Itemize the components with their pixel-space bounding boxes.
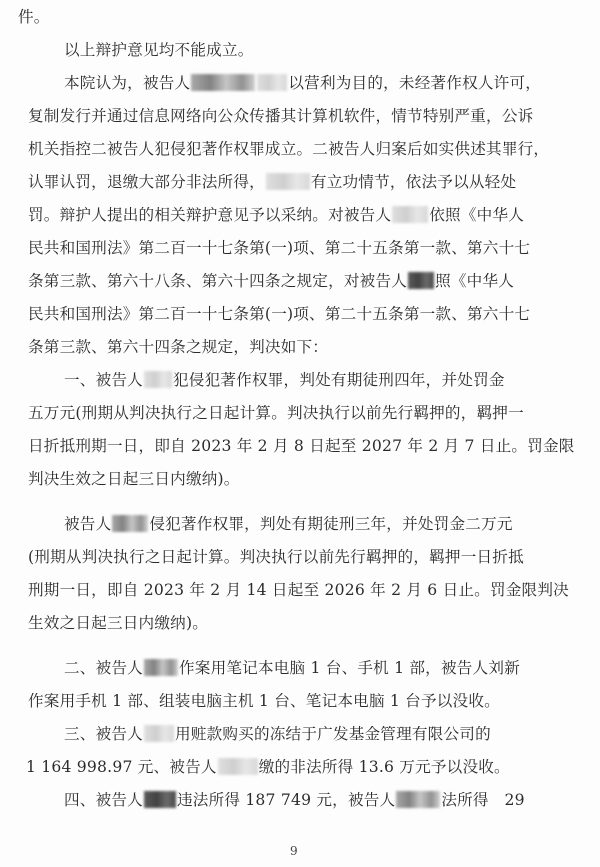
- text-line-10: [28, 304, 530, 324]
- text-segment: 1 164 998.97 元、被告人: [26, 758, 217, 776]
- text-segment: 被告人: [64, 515, 112, 533]
- text-line-7: [28, 205, 524, 225]
- text-segment: 犯侵犯著作权罪，判处有期徒刑四年，并处罚金: [172, 371, 505, 389]
- text-segment: 四、被告人: [64, 791, 143, 809]
- text-segment: 日折抵刑期一日，即自 2023 年 2 月 8 日起至 2027 年 2 月 7 日止。罚金限: [28, 437, 575, 455]
- text-segment: 件。: [18, 8, 50, 26]
- text-segment: (刑期从判决执行之日起计算。判决执行以前先行羁押的，羁押一日折抵: [28, 548, 524, 566]
- text-segment: 条第三款、第六十四条之规定，判决如下：: [28, 338, 329, 356]
- redaction-mark: [257, 74, 287, 91]
- text-segment: 五万元(刑期从判决执行之日起计算。判决执行以前先行羁押的，羁押一: [28, 404, 524, 422]
- text-segment: 三、被告人: [64, 725, 143, 743]
- text-segment: 认罪认罚，退缴大部分非法所得，: [28, 173, 265, 191]
- text-line-24: [64, 790, 525, 810]
- text-line-3: [64, 73, 541, 93]
- text-segment: 罚。辩护人提出的相关辩护意见予以采纳。对被告人: [28, 206, 392, 224]
- redaction-mark: [408, 272, 434, 289]
- redaction-mark: [266, 173, 310, 190]
- text-line-6: [28, 172, 516, 192]
- text-line-18: [28, 580, 569, 600]
- redaction-mark: [144, 725, 174, 742]
- text-segment: 以上辩护意见均不能成立。: [64, 41, 254, 59]
- text-segment: 复制发行并通过信息网络向公众传播其计算机软件，情节特别严重，公诉: [28, 107, 534, 125]
- text-segment: 用赃款购买的冻结于广发基金管理有限公司的: [174, 725, 491, 743]
- text-segment: 二、被告人: [64, 659, 143, 677]
- text-segment: 条第三款、第六十八条、第六十四条之规定，对被告人: [28, 272, 408, 290]
- redaction-mark: [144, 371, 172, 388]
- text-line-12: [64, 370, 505, 390]
- text-line-14: [28, 436, 575, 456]
- text-segment: 缴的非法所得 13.6 万元予以没收。: [258, 758, 510, 776]
- redaction-mark: [191, 74, 255, 91]
- text-line-21: [28, 691, 500, 711]
- text-line-1: [18, 7, 50, 27]
- text-segment: 侵犯著作权罪，判处有期徒刑三年，并处罚金二万元: [149, 515, 513, 533]
- text-line-9: [28, 271, 514, 291]
- text-line-5: [28, 139, 549, 159]
- text-segment: 一、被告人: [64, 371, 143, 389]
- text-segment: 生效之日起三日内缴纳)。: [28, 614, 209, 632]
- text-segment: 民共和国刑法》第二百一十七条第(一)项、第二十五条第一款、第六十七: [28, 305, 531, 323]
- text-segment: 作案用手机 1 部、组装电脑主机 1 台、笔记本电脑 1 台予以没收。: [28, 692, 500, 710]
- text-line-16: [64, 514, 513, 534]
- text-segment: 作案用笔记本电脑 1 台、手机 1 部，被告人刘新: [178, 659, 520, 677]
- text-segment: 本院认为，被告人: [64, 74, 191, 92]
- text-segment: 以营利为目的，未经著作权人许可，: [288, 74, 542, 92]
- text-line-23: [26, 757, 510, 777]
- text-segment: 有立功情节，依法予以从轻处: [310, 173, 517, 191]
- text-line-19: [28, 613, 208, 633]
- text-line-15: [28, 469, 240, 489]
- text-line-22: [64, 724, 491, 744]
- redaction-mark: [144, 791, 176, 808]
- redaction-mark: [396, 791, 440, 808]
- text-line-2: [64, 40, 254, 60]
- text-line-13: [28, 403, 524, 423]
- text-line-17: [28, 547, 524, 567]
- text-segment: 民共和国刑法》第二百一十七条第(一)项、第二十五条第一款、第六十七: [28, 239, 531, 257]
- text-line-8: [28, 238, 530, 258]
- page-number: 9: [290, 844, 298, 858]
- text-segment: 法所得 29: [441, 791, 525, 809]
- redaction-mark: [218, 758, 258, 775]
- redaction-mark: [112, 515, 148, 532]
- redaction-mark: [144, 659, 178, 676]
- text-segment: 判决生效之日起三日内缴纳)。: [28, 470, 240, 488]
- text-segment: 违法所得 187 749 元，被告人: [176, 791, 396, 809]
- redaction-mark: [392, 206, 428, 223]
- text-line-11: [28, 337, 328, 357]
- text-segment: 刑期一日，即自 2023 年 2 月 14 日起至 2026 年 2 月 6 日止。罚金限判决: [28, 581, 569, 599]
- text-segment: 机关指控二被告人犯侵犯著作权罪成立。二被告人归案后如实供述其罪行，: [28, 140, 550, 158]
- text-line-20: [64, 658, 520, 678]
- text-segment: 依照《中华人: [429, 206, 525, 224]
- text-segment: 照《中华人: [435, 272, 515, 290]
- text-line-4: [28, 106, 533, 126]
